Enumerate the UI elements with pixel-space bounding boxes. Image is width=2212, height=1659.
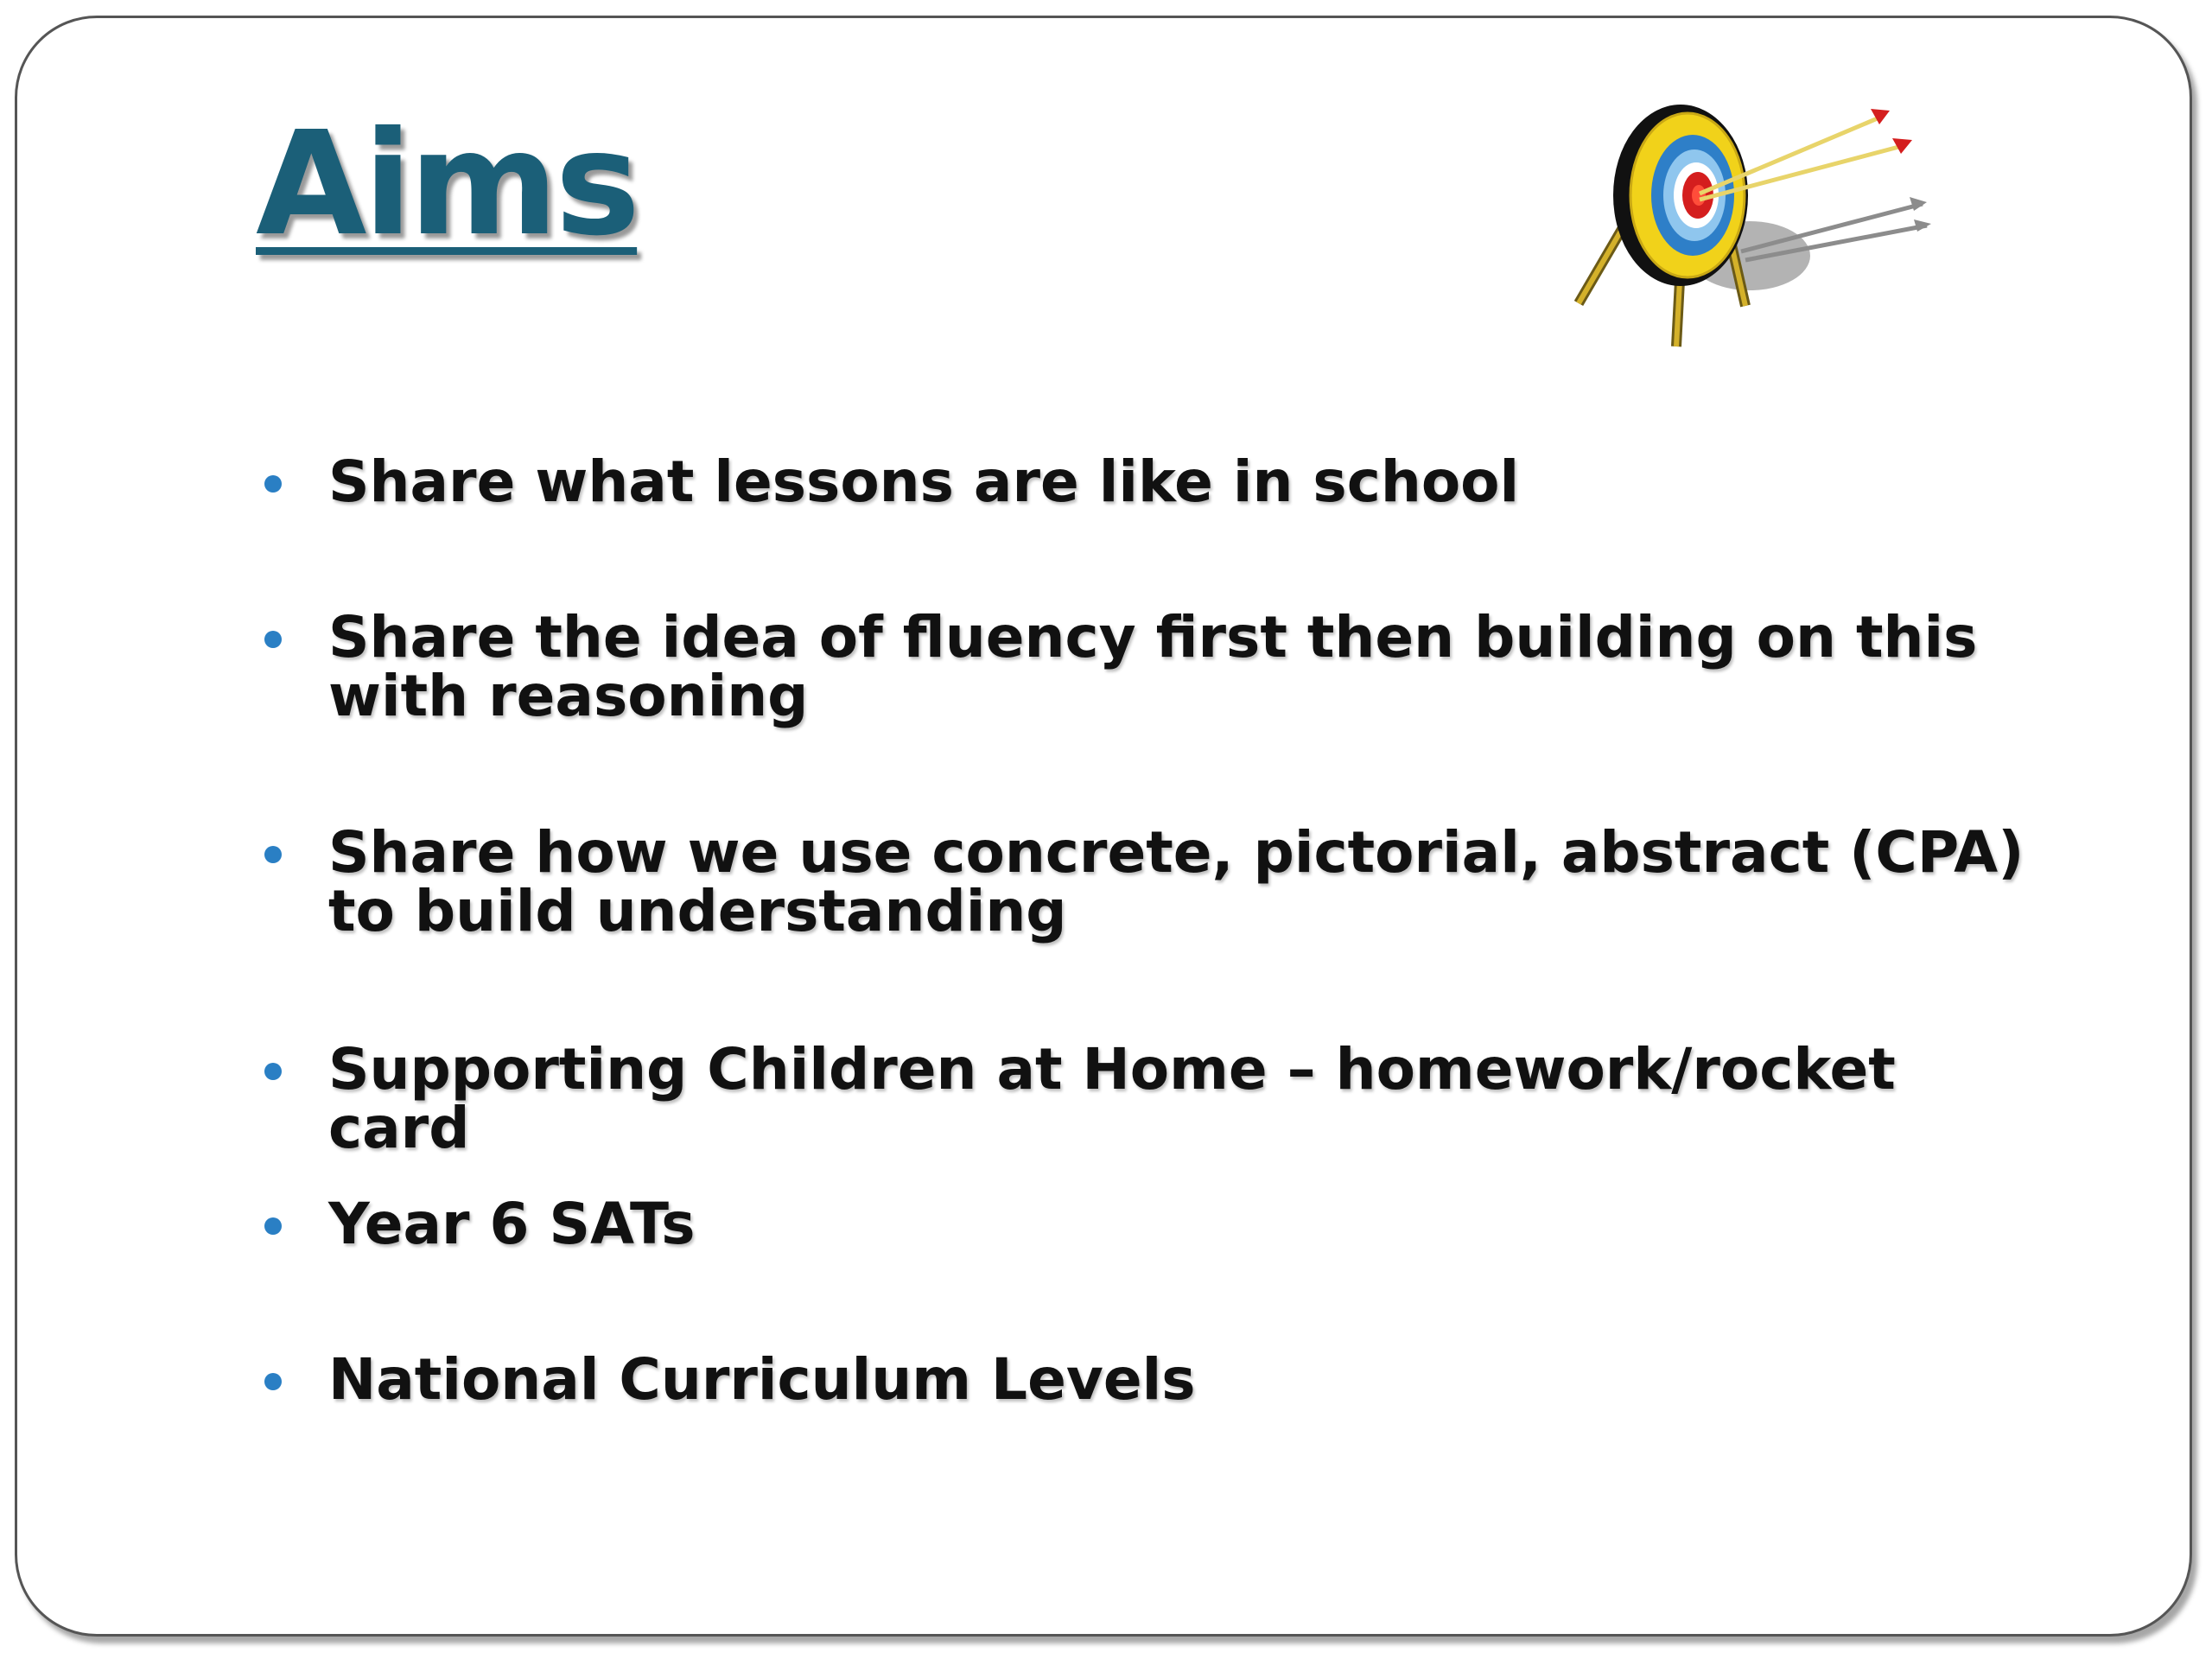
- bullet-dot-icon: [264, 475, 282, 493]
- slide-frame: [15, 16, 2192, 1637]
- bullet-dot-icon: [264, 631, 282, 648]
- bullet-dot-icon: [264, 846, 282, 863]
- slide-title: Aims: [256, 101, 638, 268]
- archery-target-icon: [1568, 100, 1940, 364]
- bullet-text: National Curriculum Levels: [328, 1346, 1196, 1413]
- bullet-text: Year 6 SATs: [328, 1191, 696, 1257]
- target-bullseye: [1692, 185, 1706, 206]
- shadow-arrow-2-fletch: [1914, 219, 1931, 232]
- bullet-text: Share what lessons are like in school: [328, 448, 1520, 515]
- bullet-dot-icon: [264, 1217, 282, 1235]
- bullet-dot-icon: [264, 1373, 282, 1390]
- bullet-text: Share the idea of fluency first then building on this with reasoning: [328, 604, 1978, 729]
- bullet-text: Share how we use concrete, pictorial, abstract (CPA) to build understanding: [328, 819, 2024, 944]
- bullet-text: Supporting Children at Home – homework/rocket card: [328, 1036, 1896, 1161]
- bullet-dot-icon: [264, 1063, 282, 1080]
